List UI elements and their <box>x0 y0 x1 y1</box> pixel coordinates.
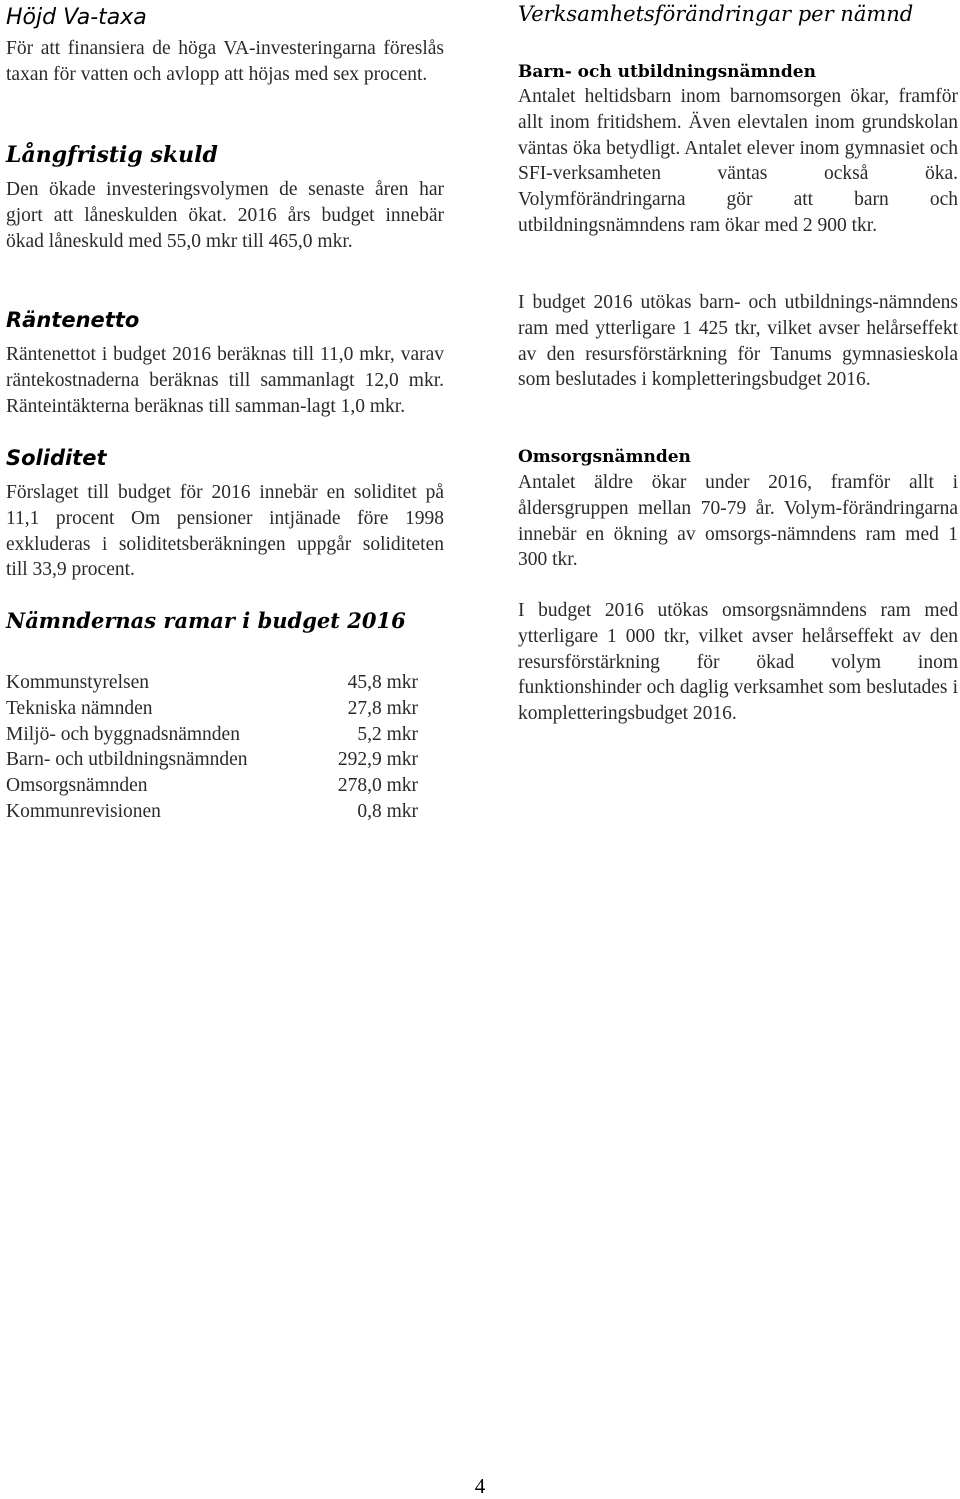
ramar-value: 5,2 mkr <box>357 723 418 745</box>
section-body-langfristig-skuld: Den ökade investeringsvolymen de senaste åren har gjort att låneskulden ökat. 2016 års budget innebär ökad låneskuld med 55,0 mkr till 465,0 mkr. <box>6 179 444 252</box>
paragraph-barn-1: Antalet heltidsbarn inom barnomsorgen ökar, framför allt inom fritidshem. Även elevtalen inom grundskolan väntas öka betydligt. Antalet elever inom gymnasiet och SFI-verksamheten väntas också öka. Volymförändringarna gör att barn och utbildningsnämndens ram ökar med 2 900 tkr. <box>518 86 958 236</box>
ramar-value: 0,8 mkr <box>357 800 418 822</box>
page-number: 4 <box>474 1474 486 1498</box>
section-title-hojd-va-taxa: Höjd Va-taxa <box>6 5 147 30</box>
paragraph-barn-2: I budget 2016 utökas barn- och utbildnings-nämndens ram med ytterligare 1 425 tkr, vilket avser helårseffekt av den resursförstärkning för Tanums gymnasieskola som beslutades i kompletteringsbudget 2016. <box>518 292 958 391</box>
ramar-table <box>6 670 444 825</box>
table-row <box>6 670 418 696</box>
ramar-name: Kommunstyrelsen <box>6 672 149 693</box>
table-row <box>6 696 418 722</box>
ramar-name: Barn- och utbildningsnämnden <box>6 749 248 771</box>
section-title-rantenetto: Räntenetto <box>6 308 140 332</box>
table-row <box>6 799 418 825</box>
ramar-value: 278,0 mkr <box>337 775 418 797</box>
paragraph-omsorg-2: I budget 2016 utökas omsorgsnämndens ram med ytterligare 1 000 tkr, vilket avser helårseffekt av den resursförstärkning för ökad volym inom funktionshinder och daglig verksamhet som beslutades i kompletteringsbudget 2016. <box>518 600 958 725</box>
subheading-barn-och-utbildningsnamnden: Barn- och utbildningsnämnden <box>518 62 816 82</box>
section-title-langfristig-skuld: Långfristig skuld <box>6 142 218 168</box>
table-row <box>6 773 418 799</box>
ramar-name: Omsorgsnämnden <box>6 775 148 797</box>
table-row <box>6 722 418 748</box>
ramar-name: Miljö- och byggnadsnämnden <box>6 723 240 745</box>
ramar-value: 45,8 mkr <box>347 672 418 693</box>
section-title-verksamhetsforandringar: Verksamhetsförändringar per nämnd <box>518 2 914 26</box>
section-body-rantenetto: Räntenettot i budget 2016 beräknas till 11,0 mkr, varav räntekostnaderna beräknas till sammanlagt 12,0 mkr. Ränteintäkterna beräknas till samman-lagt 1,0 mkr. <box>6 344 444 417</box>
ramar-value: 27,8 mkr <box>347 697 418 719</box>
section-body-soliditet: Förslaget till budget för 2016 innebär en soliditet på 11,1 procent Om pensioner intjänade före 1998 exkluderas i soliditetsberäkningen uppgår soliditeten till 33,9 procent. <box>6 482 444 581</box>
section-title-soliditet: Soliditet <box>6 446 107 470</box>
section-body-hojd-va-taxa: För att finansiera de höga VA-investeringarna föreslås taxan för vatten och avlopp att höjas med sex procent. <box>6 38 444 85</box>
paragraph-omsorg-1: Antalet äldre ökar under 2016, framför allt i åldersgruppen mellan 70-79 år. Volym-förändringarna innebär en ökning av omsorgs-nämndens ram med 1 300 tkr. <box>518 472 958 571</box>
ramar-name: Tekniska nämnden <box>6 697 153 719</box>
ramar-value: 292,9 mkr <box>337 749 418 771</box>
ramar-name: Kommunrevisionen <box>6 800 161 822</box>
section-title-namndernas-ramar: Nämndernas ramar i budget 2016 <box>6 608 406 633</box>
subheading-omsorgsnamnden: Omsorgsnämnden <box>518 447 691 467</box>
table-row <box>6 747 418 773</box>
